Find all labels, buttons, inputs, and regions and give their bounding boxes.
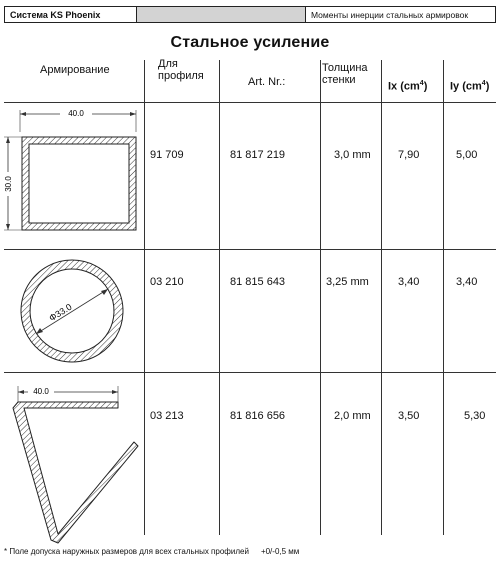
col-ix-paren: )	[423, 80, 428, 93]
row2-iy: 3,40	[456, 276, 478, 288]
rect-height-label: 30.0	[4, 176, 13, 192]
row1-wall: 3,0 mm	[334, 149, 371, 161]
section-label: Моменты инерции стальных армировок	[305, 6, 496, 23]
angle-width-label: 40.0	[33, 387, 49, 396]
angle-profile-drawing	[0, 372, 144, 547]
grid-vline	[443, 60, 444, 535]
col-iy-text: Iy (cm	[450, 80, 482, 93]
row1-iy: 5,00	[456, 149, 478, 161]
col-ix-exp: 4	[419, 80, 424, 87]
rect-tube-drawing	[0, 102, 144, 249]
header-gray-bar	[137, 6, 305, 23]
row1-profile: 91 709	[150, 149, 184, 161]
row1-art: 81 817 219	[230, 149, 286, 161]
row2-art: 81 815 643	[230, 276, 286, 288]
col-iy-exp: 4	[481, 80, 486, 87]
rect-width-label: 40.0	[68, 109, 84, 118]
col-profile-line2: профиля	[158, 70, 204, 82]
footnote-text: * Поле допуска наружных размеров для всех стальных профилей	[4, 547, 249, 556]
row1-ix: 7,90	[398, 149, 420, 161]
col-ix	[388, 78, 427, 93]
grid-vline	[219, 60, 220, 535]
col-ix-text: Ix (cm	[388, 80, 420, 93]
row3-ix: 3,50	[398, 410, 420, 422]
col-art: Art. Nr.:	[248, 76, 286, 88]
col-wall-line2: стенки	[322, 74, 356, 86]
col-profile-line1: Для	[158, 58, 178, 70]
page-title: Стальное усиление	[170, 34, 330, 51]
diameter-label: Φ33.0	[47, 301, 74, 324]
col-wall-line1: Толщина	[322, 62, 368, 74]
row3-wall: 2,0 mm	[334, 410, 371, 422]
footnote	[4, 547, 299, 556]
col-iy	[450, 78, 489, 93]
grid-vline	[144, 60, 145, 535]
footnote-tolerance: +0/-0,5 мм	[260, 547, 300, 556]
grid-vline	[381, 60, 382, 535]
row2-profile: 03 210	[150, 276, 184, 288]
row3-iy: 5,30	[464, 410, 486, 422]
round-tube-drawing	[0, 249, 144, 372]
col-reinforcement: Армирование	[40, 64, 110, 76]
col-profile	[158, 58, 204, 82]
col-iy-paren: )	[485, 80, 490, 93]
row2-wall: 3,25 mm	[326, 276, 369, 288]
row2-ix: 3,40	[398, 276, 420, 288]
col-wall	[322, 62, 368, 86]
row3-art: 81 816 656	[230, 410, 286, 422]
row3-profile: 03 213	[150, 410, 184, 422]
grid-vline	[320, 60, 321, 535]
system-label: Система KS Phoenix	[4, 6, 137, 23]
